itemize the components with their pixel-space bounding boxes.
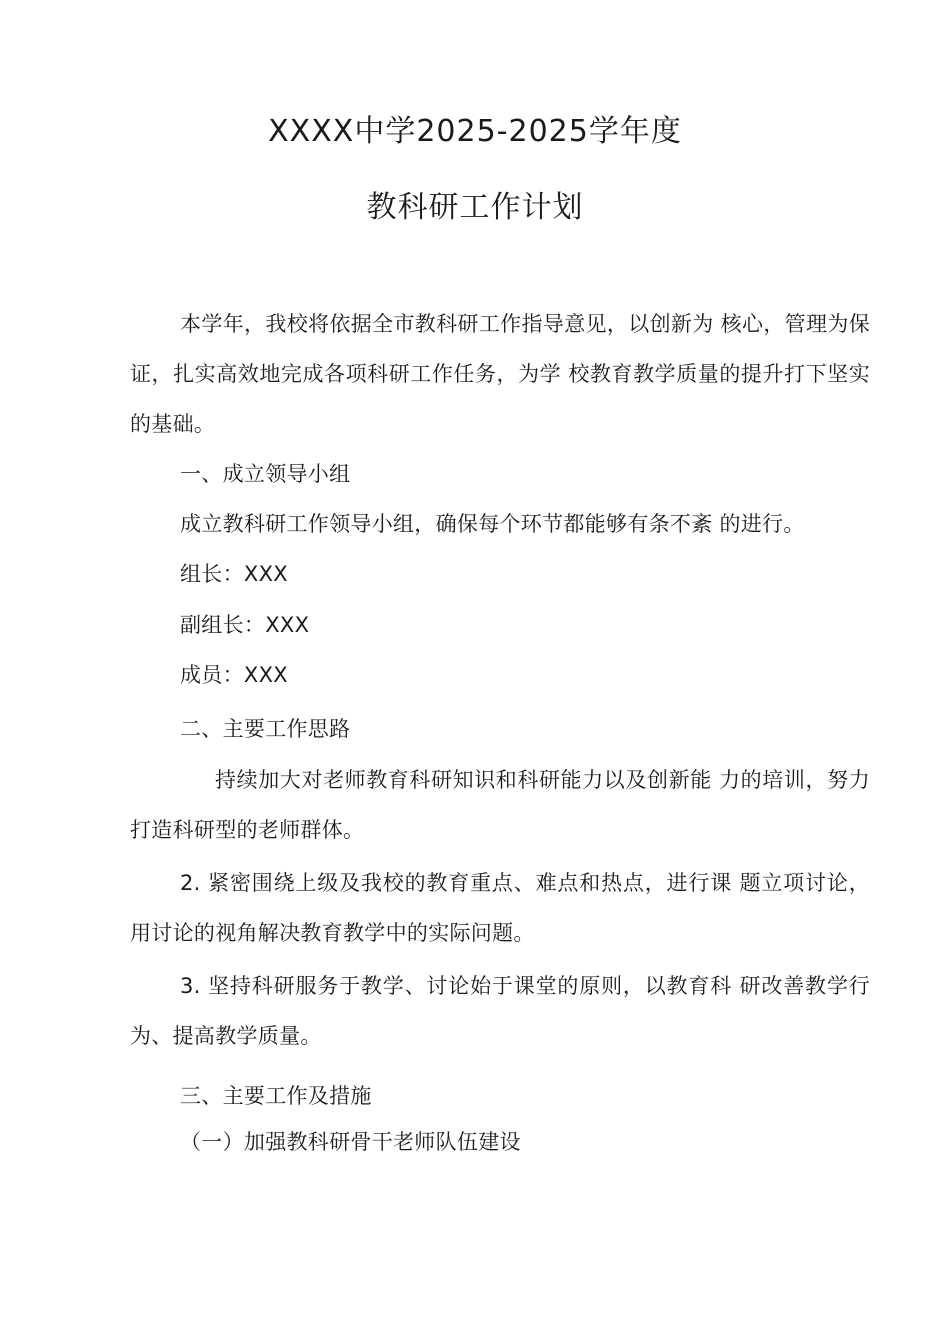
members-line: 成员：XXX bbox=[180, 663, 288, 687]
point2-paragraph: 2. 紧密围绕上级及我校的教育重点、难点和热点，进行课 题立项讨论，用讨论的视角解决教育教学中的实际问题。 bbox=[130, 871, 870, 945]
section2-heading: 二、主要工作思路 bbox=[180, 717, 351, 741]
document-title-line2: 教科研工作计划 bbox=[366, 190, 584, 225]
subsection1-heading: （一）加强教科研骨干老师队伍建设 bbox=[180, 1130, 521, 1154]
leader-line: 组长：XXX bbox=[180, 562, 288, 586]
point3-paragraph: 3. 坚持科研服务于教学、讨论始于课堂的原则，以教育科 研改善教学行为、提高教学质量。 bbox=[130, 974, 870, 1048]
section1-text: 成立教科研工作领导小组，确保每个环节都能够有条不紊 的进行。 bbox=[180, 512, 805, 536]
section3-heading: 三、主要工作及措施 bbox=[180, 1084, 372, 1108]
point1-paragraph: 持续加大对老师教育科研知识和科研能力以及创新能 力的培训，努力打造科研型的老师群体。 bbox=[130, 768, 870, 842]
section1-heading: 一、成立领导小组 bbox=[180, 462, 351, 486]
document-title-line1: XXXX中学2025-2025学年度 bbox=[268, 114, 682, 149]
deputy-leader-line: 副组长：XXX bbox=[180, 613, 310, 637]
intro-paragraph: 本学年，我校将依据全市教科研工作指导意见，以创新为 核心，管理为保证，扎实高效地完成各项科研工作任务，为学 校教育教学质量的提升打下坚实的基础。 bbox=[130, 312, 870, 436]
